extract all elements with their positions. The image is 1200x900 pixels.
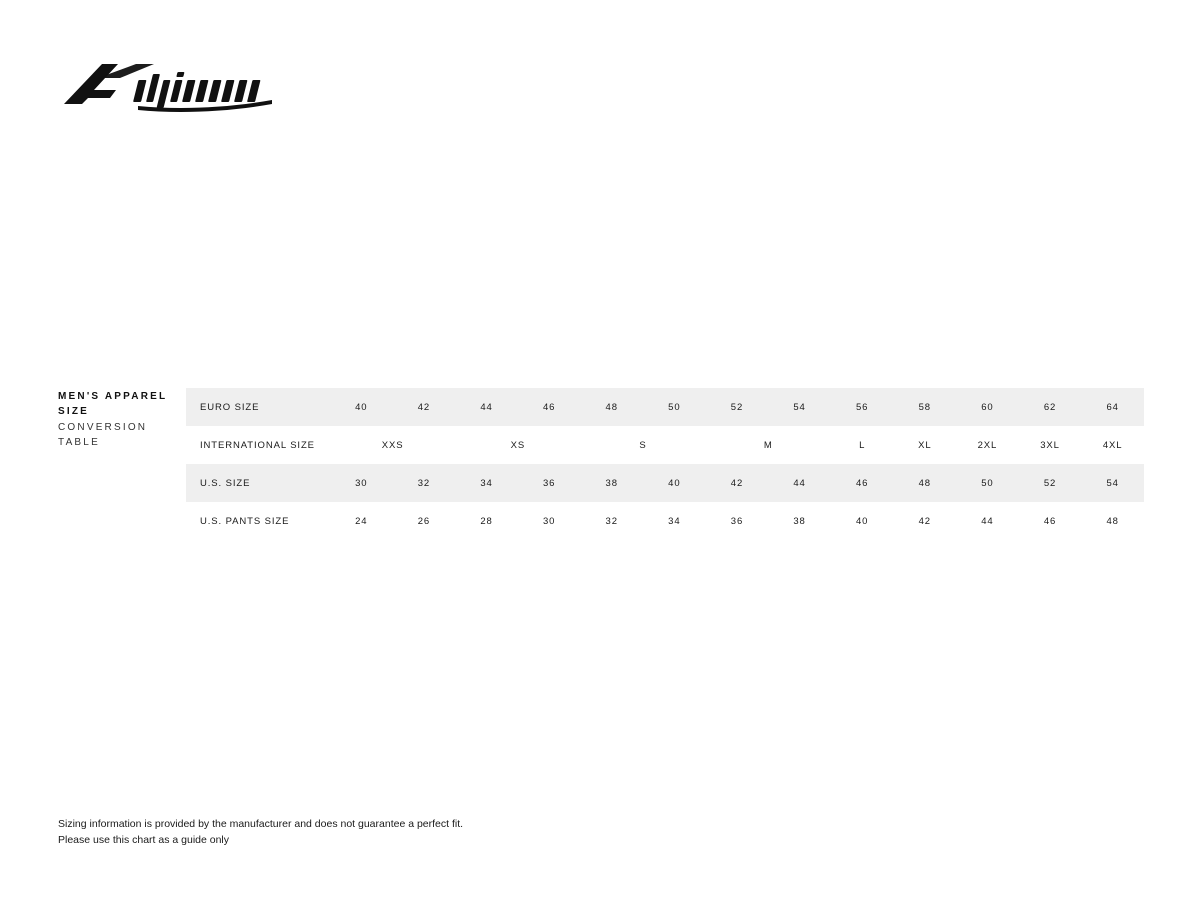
table-cell: 28 [480,515,493,527]
table-cell: 52 [730,401,744,413]
footnote [58,816,463,849]
table-cell: 44 [480,401,493,413]
table-cell: 44 [793,477,806,489]
table-row [186,426,1144,464]
table-cell: XL [918,439,932,451]
table-cell: 52 [1043,477,1057,489]
footnote-line-1: Sizing information is provided by the manufacturer and does not guarantee a perfect fit. [58,818,464,830]
table-cell: S [639,439,647,451]
table-cell: 44 [981,515,994,527]
table-cell: 40 [668,477,681,489]
table-cell: 48 [605,401,618,413]
row-label: EURO SIZE [200,401,260,413]
table-caption [58,390,178,450]
size-conversion-table [186,388,1144,540]
table-cell: 46 [1043,515,1057,527]
table-cell: 54 [793,401,806,413]
table-row [186,502,1144,540]
table-cell: L [859,439,866,451]
table-cell: 62 [1043,401,1057,413]
table-cell: 60 [981,401,994,413]
table-cell: 40 [355,401,368,413]
table-cell: 42 [417,401,431,413]
table-cell: 30 [542,515,556,527]
alpinestars-logo [58,58,278,120]
table-cell: XXS [381,439,404,451]
table-cell: 56 [855,401,869,413]
table-cell: 46 [855,477,869,489]
table-cell: 36 [542,477,556,489]
table-cell: 50 [668,401,681,413]
table-cell: XS [510,439,526,451]
table-cell: 34 [668,515,681,527]
table-cell: 30 [355,477,368,489]
caption-line-1: MEN'S APPAREL SIZE [58,391,168,417]
table-cell: 2XL [977,439,998,451]
table-cell: 42 [730,477,744,489]
table-cell: 42 [918,515,931,527]
table-cell: 64 [1106,401,1119,413]
footnote-line-2: Please use this chart as a guide only [58,834,230,847]
table-row [186,464,1144,502]
table-cell: 40 [855,515,869,527]
table-cell: 48 [1106,515,1119,527]
row-label: U.S. SIZE [200,477,251,489]
caption-line-2: CONVERSION TABLE [58,422,148,448]
table-cell: 48 [918,477,931,489]
row-label: U.S. PANTS SIZE [200,515,290,527]
table-cell: 54 [1106,477,1119,489]
table-cell: 38 [793,515,806,527]
table-cell: 32 [605,515,618,527]
table-cell: 58 [918,401,931,413]
table-cell: 26 [417,515,431,527]
table-cell: 3XL [1040,439,1060,451]
table-cell: 36 [730,515,744,527]
table-cell: 50 [981,477,994,489]
table-cell: M [763,439,773,451]
table-cell: 32 [417,477,431,489]
table-cell: 34 [480,477,493,489]
table-cell: 38 [605,477,618,489]
table-row [186,388,1144,426]
table-cell: 24 [355,515,368,527]
table-cell: 46 [542,401,556,413]
row-label: INTERNATIONAL SIZE [200,439,315,451]
table-cell: 4XL [1102,439,1123,451]
table-body [186,388,1144,540]
